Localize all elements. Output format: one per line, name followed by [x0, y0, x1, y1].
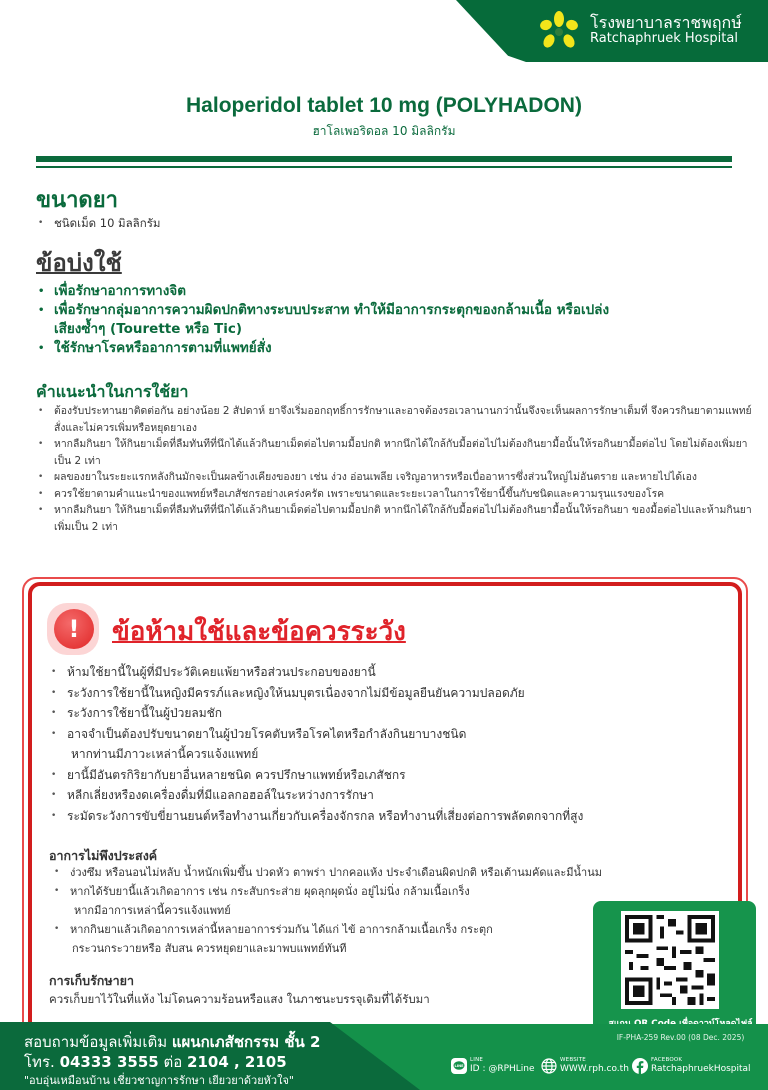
- list-item: • ง่วงซึม หรือนอนไม่หลับ น้ำหนักเพิ่มขึ้น ปวดหัว ตาพร่า ปากคอแห้ง ประจำเดือนผิดปกติ หรือเต้านมคัดและมีน้ำนม: [52, 863, 602, 882]
- facebook-icon: [632, 1058, 648, 1074]
- line-contact[interactable]: [451, 1055, 535, 1077]
- line-label: LINE: [470, 1057, 484, 1064]
- list-item: • หลีกเลี่ยงหรืองดเครื่องดื่มที่มีแอลกอฮอล์ในระหว่างการรักษา: [49, 785, 583, 806]
- hospital-slogan: "อบอุ่นเหมือนบ้าน เชี่ยวชาญการรักษา เยียวยาด้วยหัวใจ": [24, 1074, 294, 1087]
- list-item: • ยานี้มีอันตรกิริยากับยาอื่นหลายชนิด ควรปรึกษาแพทย์หรือเภสัชกร: [49, 765, 583, 786]
- list-item-continuation: หากท่านมีภาวะเหล่านี้ควรแจ้งแพทย์: [71, 747, 259, 761]
- drug-title: Haloperidol tablet 10 mg (POLYHADON): [186, 94, 582, 117]
- dosage-heading: ขนาดยา: [36, 188, 118, 213]
- extension-prefix: ต่อ: [163, 1053, 183, 1071]
- list-item: • ระวังการใช้ยานี้ในผู้ป่วยลมชัก: [49, 703, 583, 724]
- inquiry-department: แผนกเภสัชกรรม ชั้น 2: [171, 1033, 321, 1051]
- list-item: • หากได้รับยานี้แล้วเกิดอาการ เช่น กระสับกระส่าย ผุดลุกผุดนั่ง อยู่ไม่นิ่ง กล้ามเนื้อเกร็ง: [52, 882, 602, 901]
- website-label: WEBSITE: [560, 1057, 586, 1064]
- website-url: WWW.rph.co.th: [560, 1063, 629, 1074]
- svg-text:LINE: LINE: [454, 1064, 464, 1069]
- dosage-list: [36, 214, 160, 232]
- list-item: • หากลืมกินยา ให้กินยาเม็ดที่ลืมทันทีที่นึกได้แล้วกินยาเม็ดต่อไปตามมื้อปกติ หากนึกได้ใกล้กับมื้อต่อไปไม่ต้องกินยามื้อนั้นให้รอกินยา ของมื้อต่อไปและห้ามกินยาเพิ่มเป็น 2 เท่า: [36, 502, 752, 535]
- storage-heading: การเก็บรักษายา: [49, 973, 134, 988]
- advice-list: [36, 403, 752, 535]
- line-id: ID : @RPHLine: [470, 1063, 535, 1074]
- qr-code-icon[interactable]: [621, 911, 719, 1009]
- document-code: IF-PHA-259 Rev.00 (08 Dec. 2025): [616, 1033, 745, 1042]
- list-item-continuation: เสียงซ้ำๆ (Tourette หรือ Tic): [54, 321, 243, 337]
- phone-number[interactable]: 04333 3555: [59, 1053, 159, 1071]
- list-item: • ห้ามใช้ยานี้ในผู้ที่มีประวัติเคยแพ้ยาหรือส่วนประกอบของยานี้: [49, 662, 583, 683]
- warnings-heading: ข้อห้ามใช้และข้อควรระวัง: [112, 617, 406, 647]
- hospital-name-en: Ratchaphruek Hospital: [590, 31, 738, 46]
- facebook-label: FACEBOOK: [651, 1057, 683, 1064]
- warnings-list: [49, 662, 583, 826]
- list-item: • ระมัดระวังการขับขี่ยานยนต์หรือทำงานเกี่ยวกับเครื่องจักรกล หรือทำงานที่เสี่ยงต่อการพลัดตกจากที่สูง: [49, 806, 583, 827]
- indications-list: [36, 282, 609, 358]
- side-effects-list: [52, 863, 602, 958]
- list-item: • หากลืมกินยา ให้กินยาเม็ดที่ลืมทันทีที่นึกได้แล้วกินยาเม็ดต่อไปตามมื้อปกติ หากนึกได้ใกล้กับมื้อต่อไปไม่ต้องกินยามื้อนั้นให้รอกินยามื้อต่อไป โดยไม่ต้องเพิ่มยาเป็น 2 เท่า: [36, 436, 752, 469]
- golden-shower-flower-logo-icon: [536, 10, 582, 50]
- list-item: • ต้องรับประทานยาติดต่อกัน อย่างน้อย 2 สัปดาห์ ยาจึงเริ่มออกฤทธิ์การรักษาและอาจต้องรอเวลานานกว่านั้นจึงจะเห็นผลการรักษาเต็มที่ จึงควรกินยาตามแพทย์สั่งและไม่ควรเพิ่มหรือหยุดยาเอง: [36, 403, 752, 436]
- list-item: • เพื่อรักษากลุ่มอาการความผิดปกติทางระบบประสาท ทำให้มีอาการกระตุกของกล้ามเนื้อ หรือเปล่ง: [36, 301, 609, 320]
- advice-heading: คำแนะนำในการใช้ยา: [36, 382, 189, 401]
- exclamation-icon: !: [54, 609, 94, 649]
- list-item: • ใช้รักษาโรคหรืออาการตามที่แพทย์สั่ง: [36, 339, 609, 358]
- hospital-name-th: โรงพยาบาลราชพฤกษ์: [590, 13, 742, 32]
- facebook-page: RatchaphruekHospital: [651, 1063, 751, 1074]
- list-item: • ระวังการใช้ยานี้ในหญิงมีครรภ์และหญิงให้นมบุตรเนื่องจากไม่มีข้อมูลยืนยันความปลอดภัย: [49, 683, 583, 704]
- storage-text: ควรเก็บยาไว้ในที่แห้ง ไม่โดนความร้อนหรือแสง ในภาชนะบรรจุเดิมที่ได้รับมา: [49, 992, 430, 1006]
- indications-heading: ข้อบ่งใช้: [36, 249, 122, 277]
- website-contact[interactable]: [541, 1055, 629, 1077]
- extension-numbers: 2104 , 2105: [187, 1053, 287, 1071]
- facebook-contact[interactable]: [632, 1055, 751, 1077]
- line-icon: [451, 1058, 467, 1074]
- phone-prefix: โทร.: [24, 1053, 55, 1071]
- drug-subtitle: ฮาโลเพอริดอล 10 มิลลิกรัม: [312, 124, 456, 138]
- list-item: • อาจจำเป็นต้องปรับขนาดยาในผู้ป่วยโรคตับหรือโรคไตหรือกำลังกินยาบางชนิด: [49, 724, 583, 745]
- title-divider-thick: [36, 156, 732, 162]
- list-item: • หากกินยาแล้วเกิดอาการเหล่านี้หลายอาการร่วมกัน ได้แก่ ไข้ อาการกล้ามเนื้อเกร็ง กระตุก: [52, 920, 602, 939]
- side-effects-heading: อาการไม่พึงประสงค์: [49, 848, 158, 863]
- inquiry-prefix: สอบถามข้อมูลเพิ่มเติม: [24, 1033, 168, 1051]
- list-item: • ควรใช้ยาตามคำแนะนำของแพทย์หรือเภสัชกรอย่างเคร่งครัด เพราะขนาดและระยะเวลาในการใช้ยานี้ขึ้นกับชนิดและความรุนแรงของโรค: [36, 486, 752, 503]
- list-item: • ผลของยาในระยะแรกหลังกินมักจะเป็นผลข้างเคียงของยา เช่น ง่วง อ่อนเพลีย เจริญอาหารหรือเบื่ออาหารซึ่งส่วนใหญ่ไม่อันตราย และหายไปได้เอง: [36, 469, 752, 486]
- globe-icon: [541, 1058, 557, 1074]
- list-item: • ชนิดเม็ด 10 มิลลิกรัม: [36, 214, 160, 232]
- title-divider-thin: [36, 166, 732, 168]
- list-item-continuation: หากมีอาการเหล่านี้ควรแจ้งแพทย์: [74, 904, 231, 917]
- list-item: • เพื่อรักษาอาการทางจิต: [36, 282, 609, 301]
- list-item-continuation: กระวนกระวายหรือ สับสน ควรหยุดยาและมาพบแพทย์ทันที: [72, 942, 347, 955]
